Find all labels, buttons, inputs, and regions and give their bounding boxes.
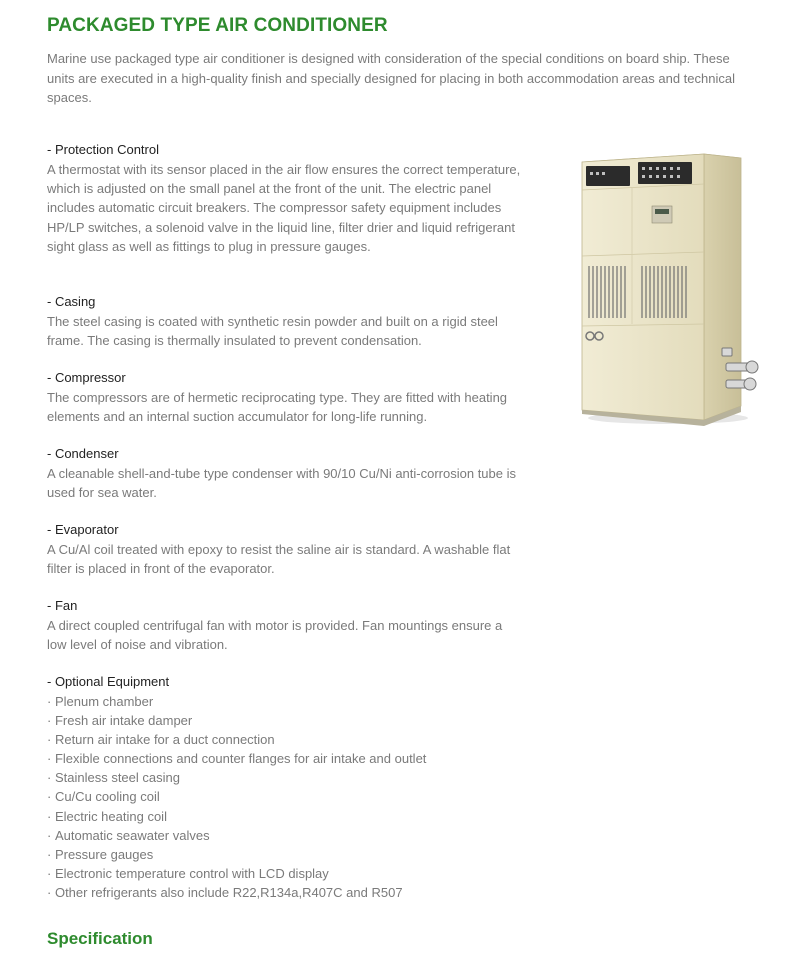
list-item: · Pressure gauges bbox=[47, 845, 522, 864]
intro-paragraph: Marine use packaged type air conditioner is designed with consideration of the special conditions on board ship. These units are executed in a high-quality finish and specially designed for placing in both accommodation areas and technical spaces. bbox=[47, 51, 735, 105]
section-casing bbox=[47, 293, 522, 350]
section-heading: - Compressor bbox=[47, 370, 126, 385]
section-heading: - Evaporator bbox=[47, 522, 119, 537]
air-conditioner-unit-image bbox=[576, 148, 761, 428]
list-item: · Flexible connections and counter flanges for air intake and outlet bbox=[47, 749, 522, 768]
section-text: A thermostat with its sensor placed in the air flow ensures the correct temperature, which is adjusted on the small panel at the front of the unit. The electric panel includes automatic circuit breakers. The compressor safety equipment includes HP/LP switches, a solenoid valve in the liquid line, filter drier and liquid refrigerant sight glass as well as fittings to plug in pressure gauges. bbox=[47, 162, 521, 254]
list-item: · Automatic seawater valves bbox=[47, 826, 522, 845]
section-text: The steel casing is coated with synthetic resin powder and built on a rigid steel frame. The casing is thermally insulated to prevent condensation. bbox=[47, 314, 498, 349]
list-item: · Plenum chamber bbox=[47, 692, 522, 711]
list-item: · Fresh air intake damper bbox=[47, 711, 522, 730]
optional-equipment-list bbox=[47, 692, 522, 902]
list-item: · Other refrigerants also include R22,R134a,R407C and R507 bbox=[47, 883, 522, 902]
specification-heading: Specification bbox=[47, 929, 153, 948]
list-item: · Electronic temperature control with LCD display bbox=[47, 864, 522, 883]
page-title: PACKAGED TYPE AIR CONDITIONER bbox=[47, 15, 388, 36]
list-item: · Stainless steel casing bbox=[47, 768, 522, 787]
section-text: A Cu/Al coil treated with epoxy to resist the saline air is standard. A washable flat filter is placed in front of the evaporator. bbox=[47, 542, 511, 577]
list-item: · Return air intake for a duct connection bbox=[47, 730, 522, 749]
section-text: The compressors are of hermetic reciprocating type. They are fitted with heating elements and an internal suction accumulator for long-life running. bbox=[47, 390, 508, 425]
section-condenser bbox=[47, 445, 522, 502]
section-evaporator bbox=[47, 521, 522, 578]
section-text: A cleanable shell-and-tube type condenser with 90/10 Cu/Ni anti-corrosion tube is used for sea water. bbox=[47, 466, 516, 501]
section-optional-equipment bbox=[47, 673, 522, 902]
section-heading: - Condenser bbox=[47, 446, 119, 461]
section-heading: - Casing bbox=[47, 294, 96, 309]
section-heading: - Fan bbox=[47, 598, 78, 613]
section-text: A direct coupled centrifugal fan with motor is provided. Fan mountings ensure a low level of noise and vibration. bbox=[47, 618, 503, 653]
section-heading: - Optional Equipment bbox=[47, 674, 170, 689]
section-compressor bbox=[47, 369, 522, 426]
list-item: · Electric heating coil bbox=[47, 807, 522, 826]
section-fan bbox=[47, 597, 522, 654]
section-protection-control bbox=[47, 141, 522, 256]
list-item: · Cu/Cu cooling coil bbox=[47, 787, 522, 806]
section-heading: - Protection Control bbox=[47, 142, 159, 157]
